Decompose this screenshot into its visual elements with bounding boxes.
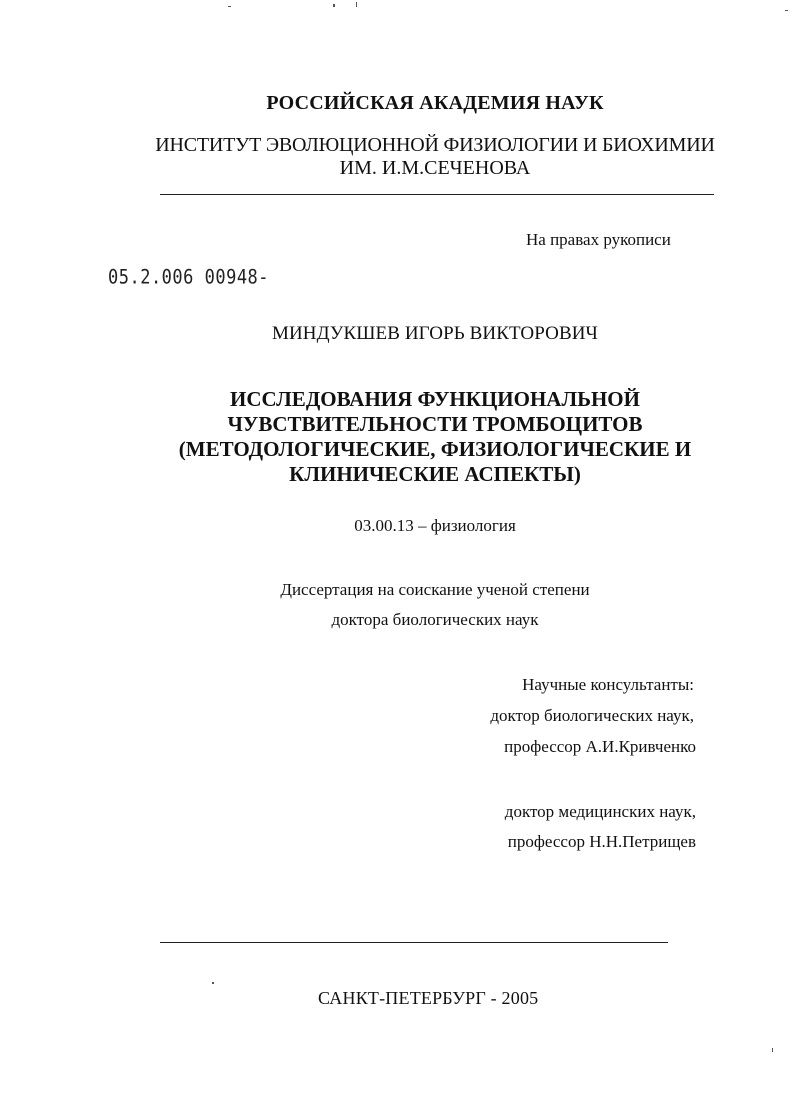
manuscript-note: На правах рукописи xyxy=(526,230,671,249)
top-divider xyxy=(160,194,714,195)
dissertation-type-line1: Диссертация на соискание ученой степени xyxy=(280,580,590,599)
bottom-divider xyxy=(160,942,668,943)
scan-speck xyxy=(772,1048,773,1052)
scan-speck xyxy=(212,982,214,984)
institute-name-line1: ИНСТИТУТ ЭВОЛЮЦИОННОЙ ФИЗИОЛОГИИ И БИОХИМИИ xyxy=(155,134,715,156)
scan-speck xyxy=(228,6,231,7)
title-line-2: ЧУВСТВИТЕЛЬНОСТИ ТРОМБОЦИТОВ xyxy=(227,412,643,436)
academy-name: РОССИЙСКАЯ АКАДЕМИЯ НАУК xyxy=(266,92,604,114)
city-year: САНКТ-ПЕТЕРБУРГ - 2005 xyxy=(318,988,539,1008)
title-line-4: КЛИНИЧЕСКИЕ АСПЕКТЫ) xyxy=(289,462,581,486)
consultant-1-degree: доктор биологических наук, xyxy=(490,706,694,725)
registration-stamp: 05.2.006 00948- xyxy=(108,266,270,289)
consultant-1-name: профессор А.И.Кривченко xyxy=(504,737,696,756)
dissertation-type-line2: доктора биологических наук xyxy=(331,610,539,629)
author-name: МИНДУКШЕВ ИГОРЬ ВИКТОРОВИЧ xyxy=(271,323,599,344)
consultant-2-degree: доктор медицинских наук, xyxy=(504,802,696,821)
title-line-3: (МЕТОДОЛОГИЧЕСКИЕ, ФИЗИОЛОГИЧЕСКИЕ И xyxy=(178,437,692,461)
scan-speck xyxy=(785,10,788,11)
scan-speck xyxy=(333,4,335,7)
institute-name-line2: ИМ. И.М.СЕЧЕНОВА xyxy=(339,157,531,179)
dissertation-title xyxy=(135,387,735,487)
specialty-code: 03.00.13 – физиология xyxy=(354,516,516,535)
title-line-1: ИССЛЕДОВАНИЯ ФУНКЦИОНАЛЬНОЙ xyxy=(230,387,640,411)
consultants-heading: Научные консультанты: xyxy=(522,675,694,694)
scan-speck xyxy=(356,2,357,7)
consultant-2-name: профессор Н.Н.Петрищев xyxy=(507,832,696,851)
